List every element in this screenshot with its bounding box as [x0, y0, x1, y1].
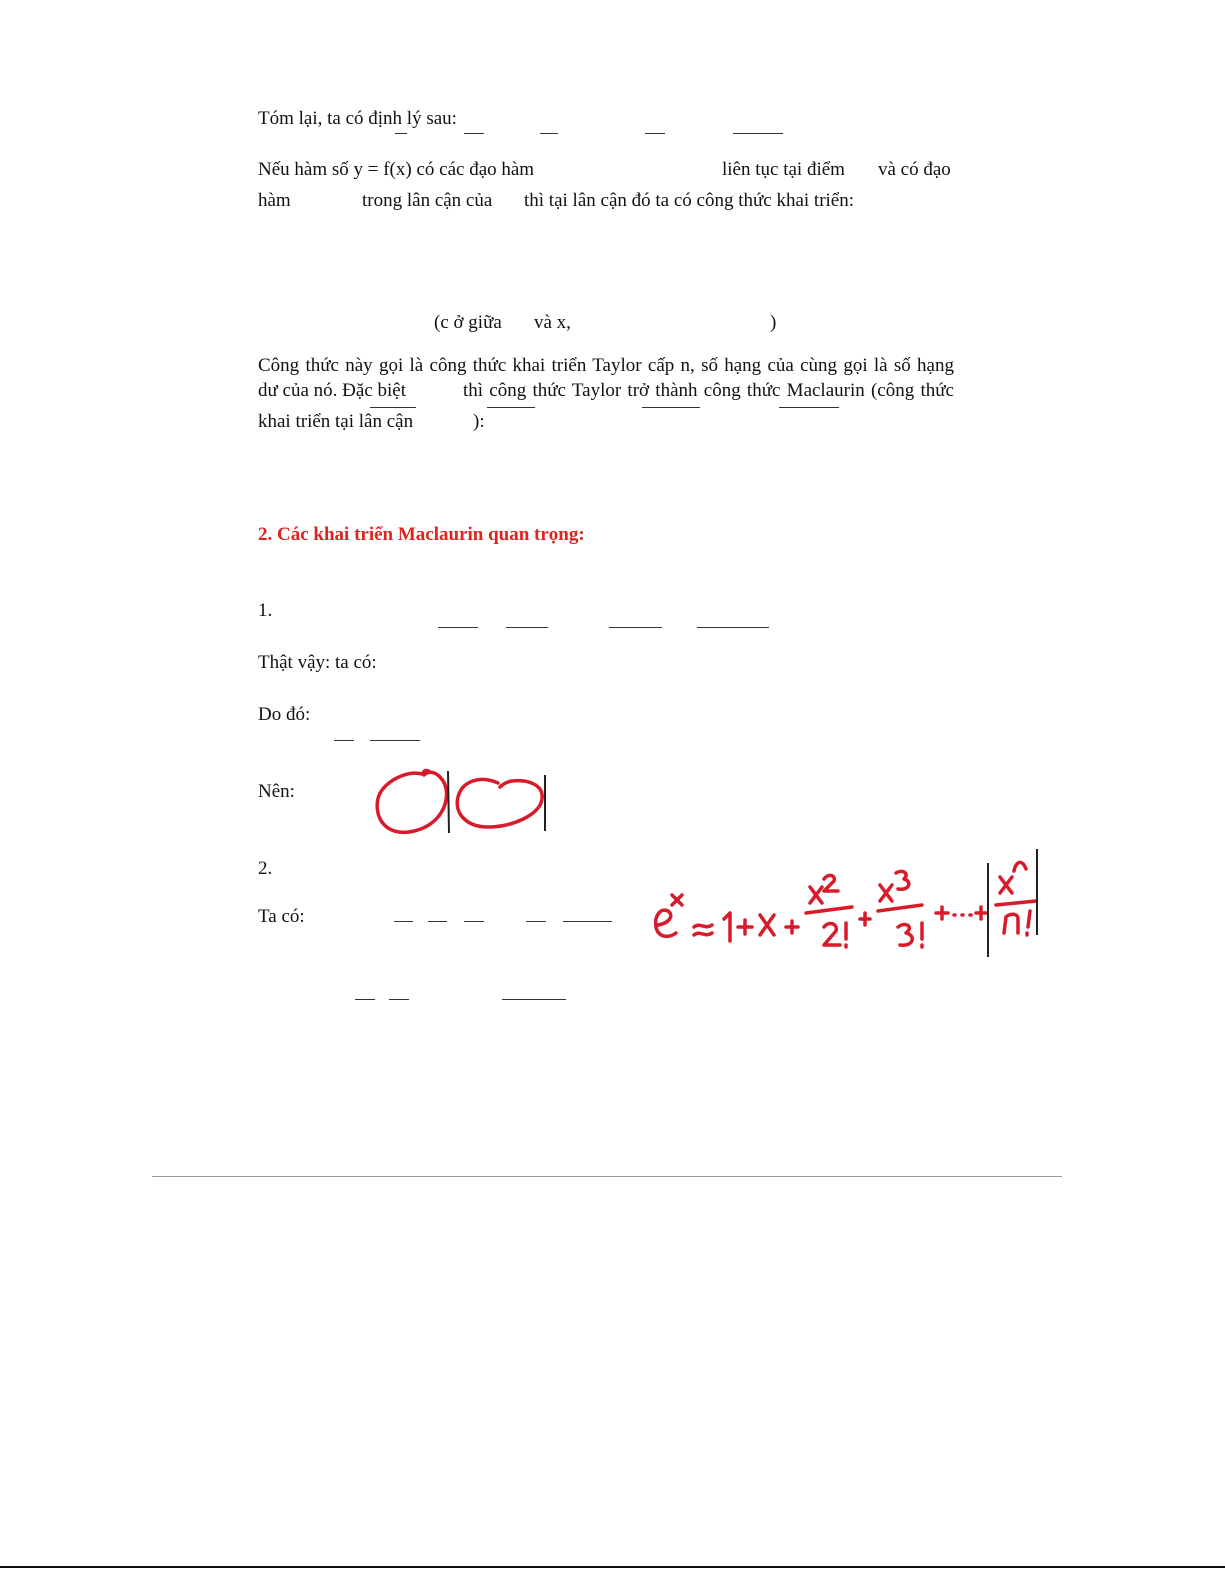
handwritten-expansion-icon	[648, 843, 1048, 963]
item-1-proof: Thật vậy: ta có:	[258, 652, 377, 673]
fraction-bar	[540, 133, 558, 134]
fraction-bar	[642, 407, 700, 408]
paragraph-line-1: Công thức này gọi là công thức khai triển Taylor cấp n, số hạng của cùng gọi là số hạng	[258, 355, 954, 376]
fraction-bar	[733, 133, 783, 134]
fraction-bar	[697, 627, 769, 628]
item-1-therefore: Do đó:	[258, 704, 311, 725]
item-1-number: 1.	[258, 600, 273, 621]
item-2-number: 2.	[258, 858, 273, 879]
summary-line: Tóm lại, ta có định lý sau:	[258, 108, 457, 129]
fraction-bar	[526, 921, 546, 922]
fraction-bar	[395, 133, 407, 134]
theorem-line-1b: liên tục tại điểm	[722, 159, 845, 180]
fraction-bar	[370, 740, 420, 741]
paragraph-line-3b: ):	[473, 411, 485, 432]
fraction-bar	[428, 921, 447, 922]
paragraph-line-2b: thì công thức Taylor trở thành công thức Maclaurin (công thức	[463, 380, 954, 401]
fraction-bar	[464, 133, 484, 134]
fraction-bar	[609, 627, 662, 628]
remainder-line-c: )	[770, 312, 777, 333]
theorem-line-2b: trong lân cận của	[362, 190, 493, 211]
fraction-bar	[506, 627, 548, 628]
fraction-bar	[779, 407, 839, 408]
fraction-bar	[370, 407, 416, 408]
fraction-bar	[355, 999, 375, 1000]
fraction-bar	[645, 133, 665, 134]
page-bottom-edge	[0, 1566, 1225, 1568]
fraction-bar	[389, 999, 409, 1000]
theorem-line-2c: thì tại lân cận đó ta có công thức khai triển:	[524, 190, 855, 211]
page-divider	[152, 1176, 1062, 1177]
item-1-so: Nên:	[258, 781, 295, 802]
remainder-line-b: và x,	[534, 312, 571, 333]
item-2-have: Ta có:	[258, 906, 305, 927]
fraction-bar	[563, 921, 612, 922]
fraction-bar	[394, 921, 413, 922]
fraction-bar	[487, 407, 535, 408]
paragraph-line-2a: dư của nó. Đặc biệt	[258, 380, 406, 401]
fraction-bar	[438, 627, 478, 628]
fraction-bar	[334, 740, 354, 741]
section-heading: 2. Các khai triển Maclaurin quan trọng:	[258, 524, 585, 545]
theorem-line-1c: và có đạo	[878, 159, 951, 180]
theorem-line-1a: Nếu hàm số y = f(x) có các đạo hàm	[258, 159, 535, 180]
fraction-bar	[502, 999, 566, 1000]
theorem-line-2a: hàm	[258, 190, 291, 211]
fraction-bar	[464, 921, 484, 922]
handwritten-circles-icon	[370, 765, 560, 840]
paragraph-line-3a: khai triển tại lân cận	[258, 411, 414, 432]
remainder-line-a: (c ở giữa	[434, 312, 502, 333]
